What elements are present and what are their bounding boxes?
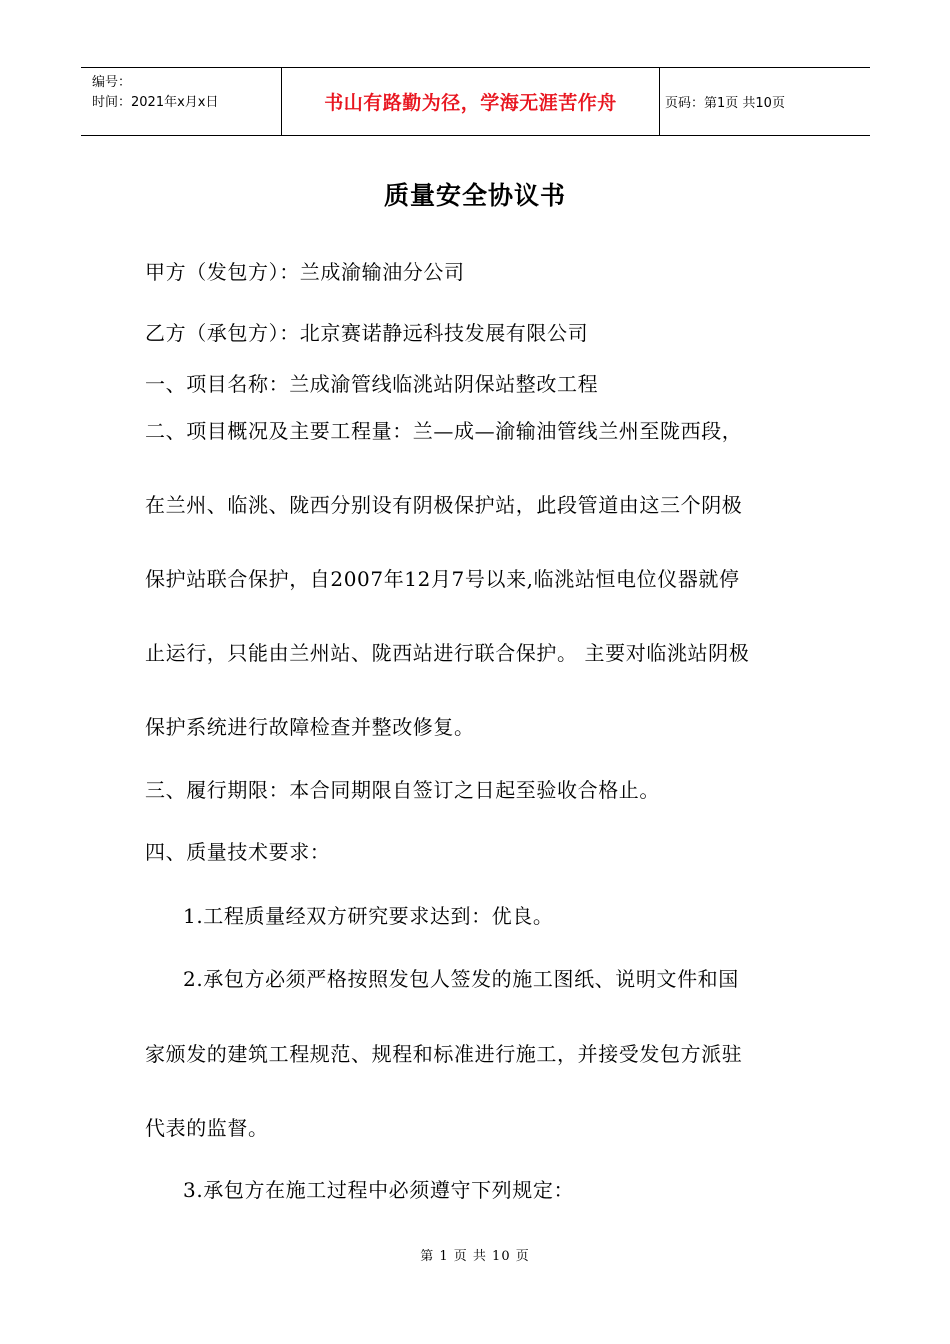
term-line: 三、履行期限：本合同期限自签订之日起至验收合格止。	[145, 778, 660, 802]
header-page-cell	[660, 68, 870, 135]
party-a-line: 甲方（发包方）：兰成渝输油分公司	[145, 260, 465, 284]
header-motto-cell	[282, 68, 660, 135]
requirement-2-line-2: 家颁发的建筑工程规范、规程和标准进行施工，并接受发包方派驻	[145, 1042, 743, 1066]
project-overview-line-4: 止运行，只能由兰州站、陇西站进行联合保护。 主要对临洮站阴极	[145, 641, 750, 665]
document-header	[81, 67, 870, 136]
project-overview-line-2: 在兰州、临洮、陇西分别设有阴极保护站，此段管道由这三个阴极	[145, 493, 743, 517]
page-info: 页码：第1页 共10页	[665, 96, 785, 111]
document-title: 质量安全协议书	[383, 181, 566, 210]
project-overview-line-3: 保护站联合保护，自2007年12月7号以来,临洮站恒电位仪器就停	[145, 567, 740, 591]
quality-requirements-heading: 四、质量技术要求：	[145, 840, 331, 864]
header-meta-cell	[81, 68, 282, 135]
party-b-line: 乙方（承包方）：北京赛诺静远科技发展有限公司	[145, 321, 589, 345]
requirement-3-line: 3.承包方在施工过程中必须遵守下列规定：	[183, 1178, 575, 1202]
motto-text: 书山有路勤为径，学海无涯苦作舟	[324, 92, 617, 114]
project-name-line: 一、项目名称：兰成渝管线临洮站阴保站整改工程	[145, 372, 599, 396]
page-footer: 第 1 页 共 10 页	[420, 1249, 530, 1264]
number-label: 编号：	[92, 75, 132, 90]
requirement-2-line-1: 2.承包方必须严格按照发包人签发的施工图纸、说明文件和国	[183, 967, 739, 991]
requirement-1-line: 1.工程质量经双方研究要求达到：优良。	[183, 904, 554, 928]
requirement-2-line-3: 代表的监督。	[145, 1116, 269, 1140]
date-label: 时间：2021年x月x日	[92, 95, 219, 110]
project-overview-line-5: 保护系统进行故障检查并整改修复。	[145, 715, 475, 739]
project-overview-line-1: 二、项目概况及主要工程量：兰—成—渝输油管线兰州至陇西段，	[145, 419, 743, 443]
